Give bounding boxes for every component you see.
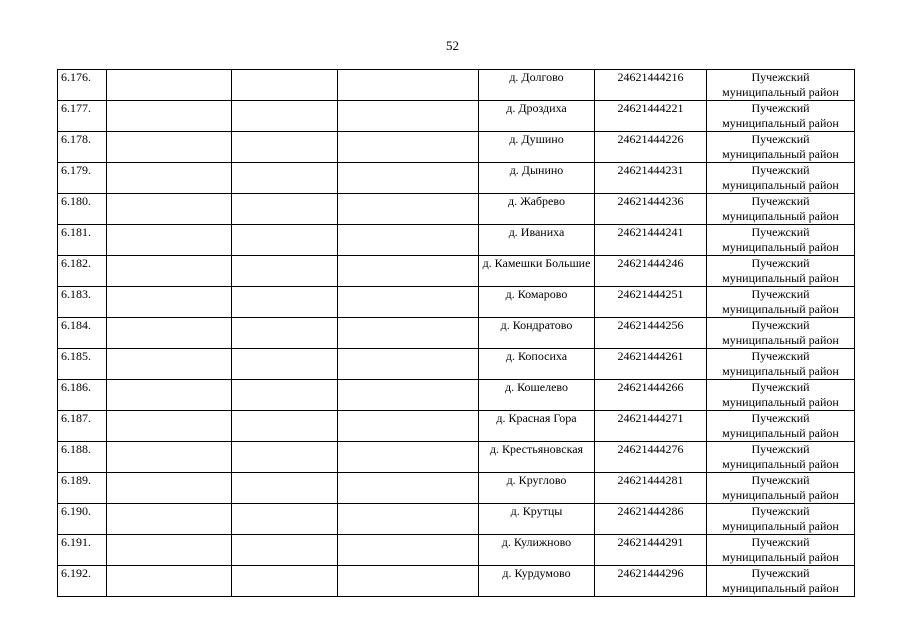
district-cell: Пучежский муниципальный район [707, 442, 855, 473]
empty-cell [338, 318, 479, 349]
district-cell: Пучежский муниципальный район [707, 225, 855, 256]
oktmo-code-cell: 24621444296 [595, 566, 707, 597]
oktmo-code-cell: 24621444291 [595, 535, 707, 566]
table-row [58, 442, 855, 473]
oktmo-code-cell: 24621444276 [595, 442, 707, 473]
oktmo-code-cell: 24621444221 [595, 101, 707, 132]
district-cell: Пучежский муниципальный район [707, 101, 855, 132]
empty-cell [232, 566, 338, 597]
empty-cell [232, 287, 338, 318]
empty-cell [232, 194, 338, 225]
row-number-cell: 6.179. [58, 163, 107, 194]
table-row [58, 473, 855, 504]
settlement-name-cell: д. Иваниха [479, 225, 595, 256]
table-body [58, 70, 855, 597]
empty-cell [232, 504, 338, 535]
settlement-name-cell: д. Дроздиха [479, 101, 595, 132]
settlement-name-cell: д. Красная Гора [479, 411, 595, 442]
empty-cell [232, 132, 338, 163]
empty-cell [107, 318, 232, 349]
settlement-name-cell: д. Круглово [479, 473, 595, 504]
empty-cell [232, 349, 338, 380]
empty-cell [232, 256, 338, 287]
empty-cell [338, 256, 479, 287]
empty-cell [107, 535, 232, 566]
empty-cell [107, 504, 232, 535]
empty-cell [232, 225, 338, 256]
settlement-name-cell: д. Кондратово [479, 318, 595, 349]
table-row [58, 225, 855, 256]
oktmo-code-cell: 24621444271 [595, 411, 707, 442]
row-number-cell: 6.187. [58, 411, 107, 442]
row-number-cell: 6.183. [58, 287, 107, 318]
district-cell: Пучежский муниципальный район [707, 473, 855, 504]
table-row [58, 132, 855, 163]
table-row [58, 349, 855, 380]
oktmo-code-cell: 24621444241 [595, 225, 707, 256]
row-number-cell: 6.191. [58, 535, 107, 566]
row-number-cell: 6.185. [58, 349, 107, 380]
row-number-cell: 6.176. [58, 70, 107, 101]
row-number-cell: 6.182. [58, 256, 107, 287]
empty-cell [232, 380, 338, 411]
empty-cell [107, 349, 232, 380]
empty-cell [338, 504, 479, 535]
empty-cell [107, 225, 232, 256]
empty-cell [232, 442, 338, 473]
oktmo-code-cell: 24621444261 [595, 349, 707, 380]
empty-cell [338, 287, 479, 318]
oktmo-code-cell: 24621444266 [595, 380, 707, 411]
district-cell: Пучежский муниципальный район [707, 256, 855, 287]
empty-cell [338, 473, 479, 504]
empty-cell [232, 411, 338, 442]
settlement-name-cell: д. Крутцы [479, 504, 595, 535]
empty-cell [232, 535, 338, 566]
row-number-cell: 6.181. [58, 225, 107, 256]
row-number-cell: 6.189. [58, 473, 107, 504]
settlement-name-cell: д. Кулижново [479, 535, 595, 566]
settlement-name-cell: д. Дынино [479, 163, 595, 194]
table-row [58, 504, 855, 535]
table-row [58, 101, 855, 132]
empty-cell [232, 163, 338, 194]
empty-cell [107, 194, 232, 225]
row-number-cell: 6.178. [58, 132, 107, 163]
row-number-cell: 6.186. [58, 380, 107, 411]
district-cell: Пучежский муниципальный район [707, 70, 855, 101]
empty-cell [338, 70, 479, 101]
district-cell: Пучежский муниципальный район [707, 194, 855, 225]
empty-cell [232, 473, 338, 504]
table-row [58, 380, 855, 411]
page-number: 52 [446, 38, 459, 53]
row-number-cell: 6.180. [58, 194, 107, 225]
empty-cell [107, 473, 232, 504]
district-cell: Пучежский муниципальный район [707, 566, 855, 597]
district-cell: Пучежский муниципальный район [707, 287, 855, 318]
table-row [58, 287, 855, 318]
settlement-name-cell: д. Кошелево [479, 380, 595, 411]
oktmo-code-cell: 24621444226 [595, 132, 707, 163]
district-cell: Пучежский муниципальный район [707, 163, 855, 194]
table-row [58, 535, 855, 566]
table-row [58, 194, 855, 225]
oktmo-code-cell: 24621444231 [595, 163, 707, 194]
empty-cell [107, 287, 232, 318]
empty-cell [232, 318, 338, 349]
empty-cell [338, 132, 479, 163]
row-number-cell: 6.192. [58, 566, 107, 597]
empty-cell [107, 101, 232, 132]
empty-cell [107, 132, 232, 163]
empty-cell [107, 566, 232, 597]
oktmo-code-cell: 24621444256 [595, 318, 707, 349]
table-row [58, 256, 855, 287]
empty-cell [107, 163, 232, 194]
oktmo-code-cell: 24621444216 [595, 70, 707, 101]
row-number-cell: 6.190. [58, 504, 107, 535]
empty-cell [338, 380, 479, 411]
empty-cell [338, 349, 479, 380]
settlement-name-cell: д. Жабрево [479, 194, 595, 225]
empty-cell [338, 101, 479, 132]
oktmo-code-cell: 24621444246 [595, 256, 707, 287]
district-cell: Пучежский муниципальный район [707, 380, 855, 411]
district-cell: Пучежский муниципальный район [707, 504, 855, 535]
empty-cell [338, 225, 479, 256]
oktmo-code-cell: 24621444286 [595, 504, 707, 535]
table-row [58, 70, 855, 101]
district-cell: Пучежский муниципальный район [707, 318, 855, 349]
empty-cell [338, 411, 479, 442]
district-cell: Пучежский муниципальный район [707, 132, 855, 163]
district-cell: Пучежский муниципальный район [707, 535, 855, 566]
row-number-cell: 6.184. [58, 318, 107, 349]
table-row [58, 163, 855, 194]
table-row [58, 411, 855, 442]
settlement-name-cell: д. Душино [479, 132, 595, 163]
district-cell: Пучежский муниципальный район [707, 349, 855, 380]
empty-cell [338, 566, 479, 597]
row-number-cell: 6.188. [58, 442, 107, 473]
empty-cell [232, 101, 338, 132]
settlement-name-cell: д. Крестьяновская [479, 442, 595, 473]
settlement-name-cell: д. Долгово [479, 70, 595, 101]
oktmo-code-cell: 24621444236 [595, 194, 707, 225]
empty-cell [107, 442, 232, 473]
empty-cell [338, 163, 479, 194]
oktmo-code-cell: 24621444281 [595, 473, 707, 504]
empty-cell [107, 380, 232, 411]
settlement-name-cell: д. Комарово [479, 287, 595, 318]
table-row [58, 318, 855, 349]
empty-cell [338, 442, 479, 473]
row-number-cell: 6.177. [58, 101, 107, 132]
settlement-name-cell: д. Курдумово [479, 566, 595, 597]
settlement-name-cell: д. Копосиха [479, 349, 595, 380]
settlement-name-cell: д. Камешки Большие [479, 256, 595, 287]
empty-cell [232, 70, 338, 101]
empty-cell [338, 535, 479, 566]
empty-cell [107, 70, 232, 101]
oktmo-code-cell: 24621444251 [595, 287, 707, 318]
empty-cell [107, 256, 232, 287]
table-row [58, 566, 855, 597]
empty-cell [107, 411, 232, 442]
empty-cell [338, 194, 479, 225]
settlements-table [57, 69, 855, 597]
district-cell: Пучежский муниципальный район [707, 411, 855, 442]
